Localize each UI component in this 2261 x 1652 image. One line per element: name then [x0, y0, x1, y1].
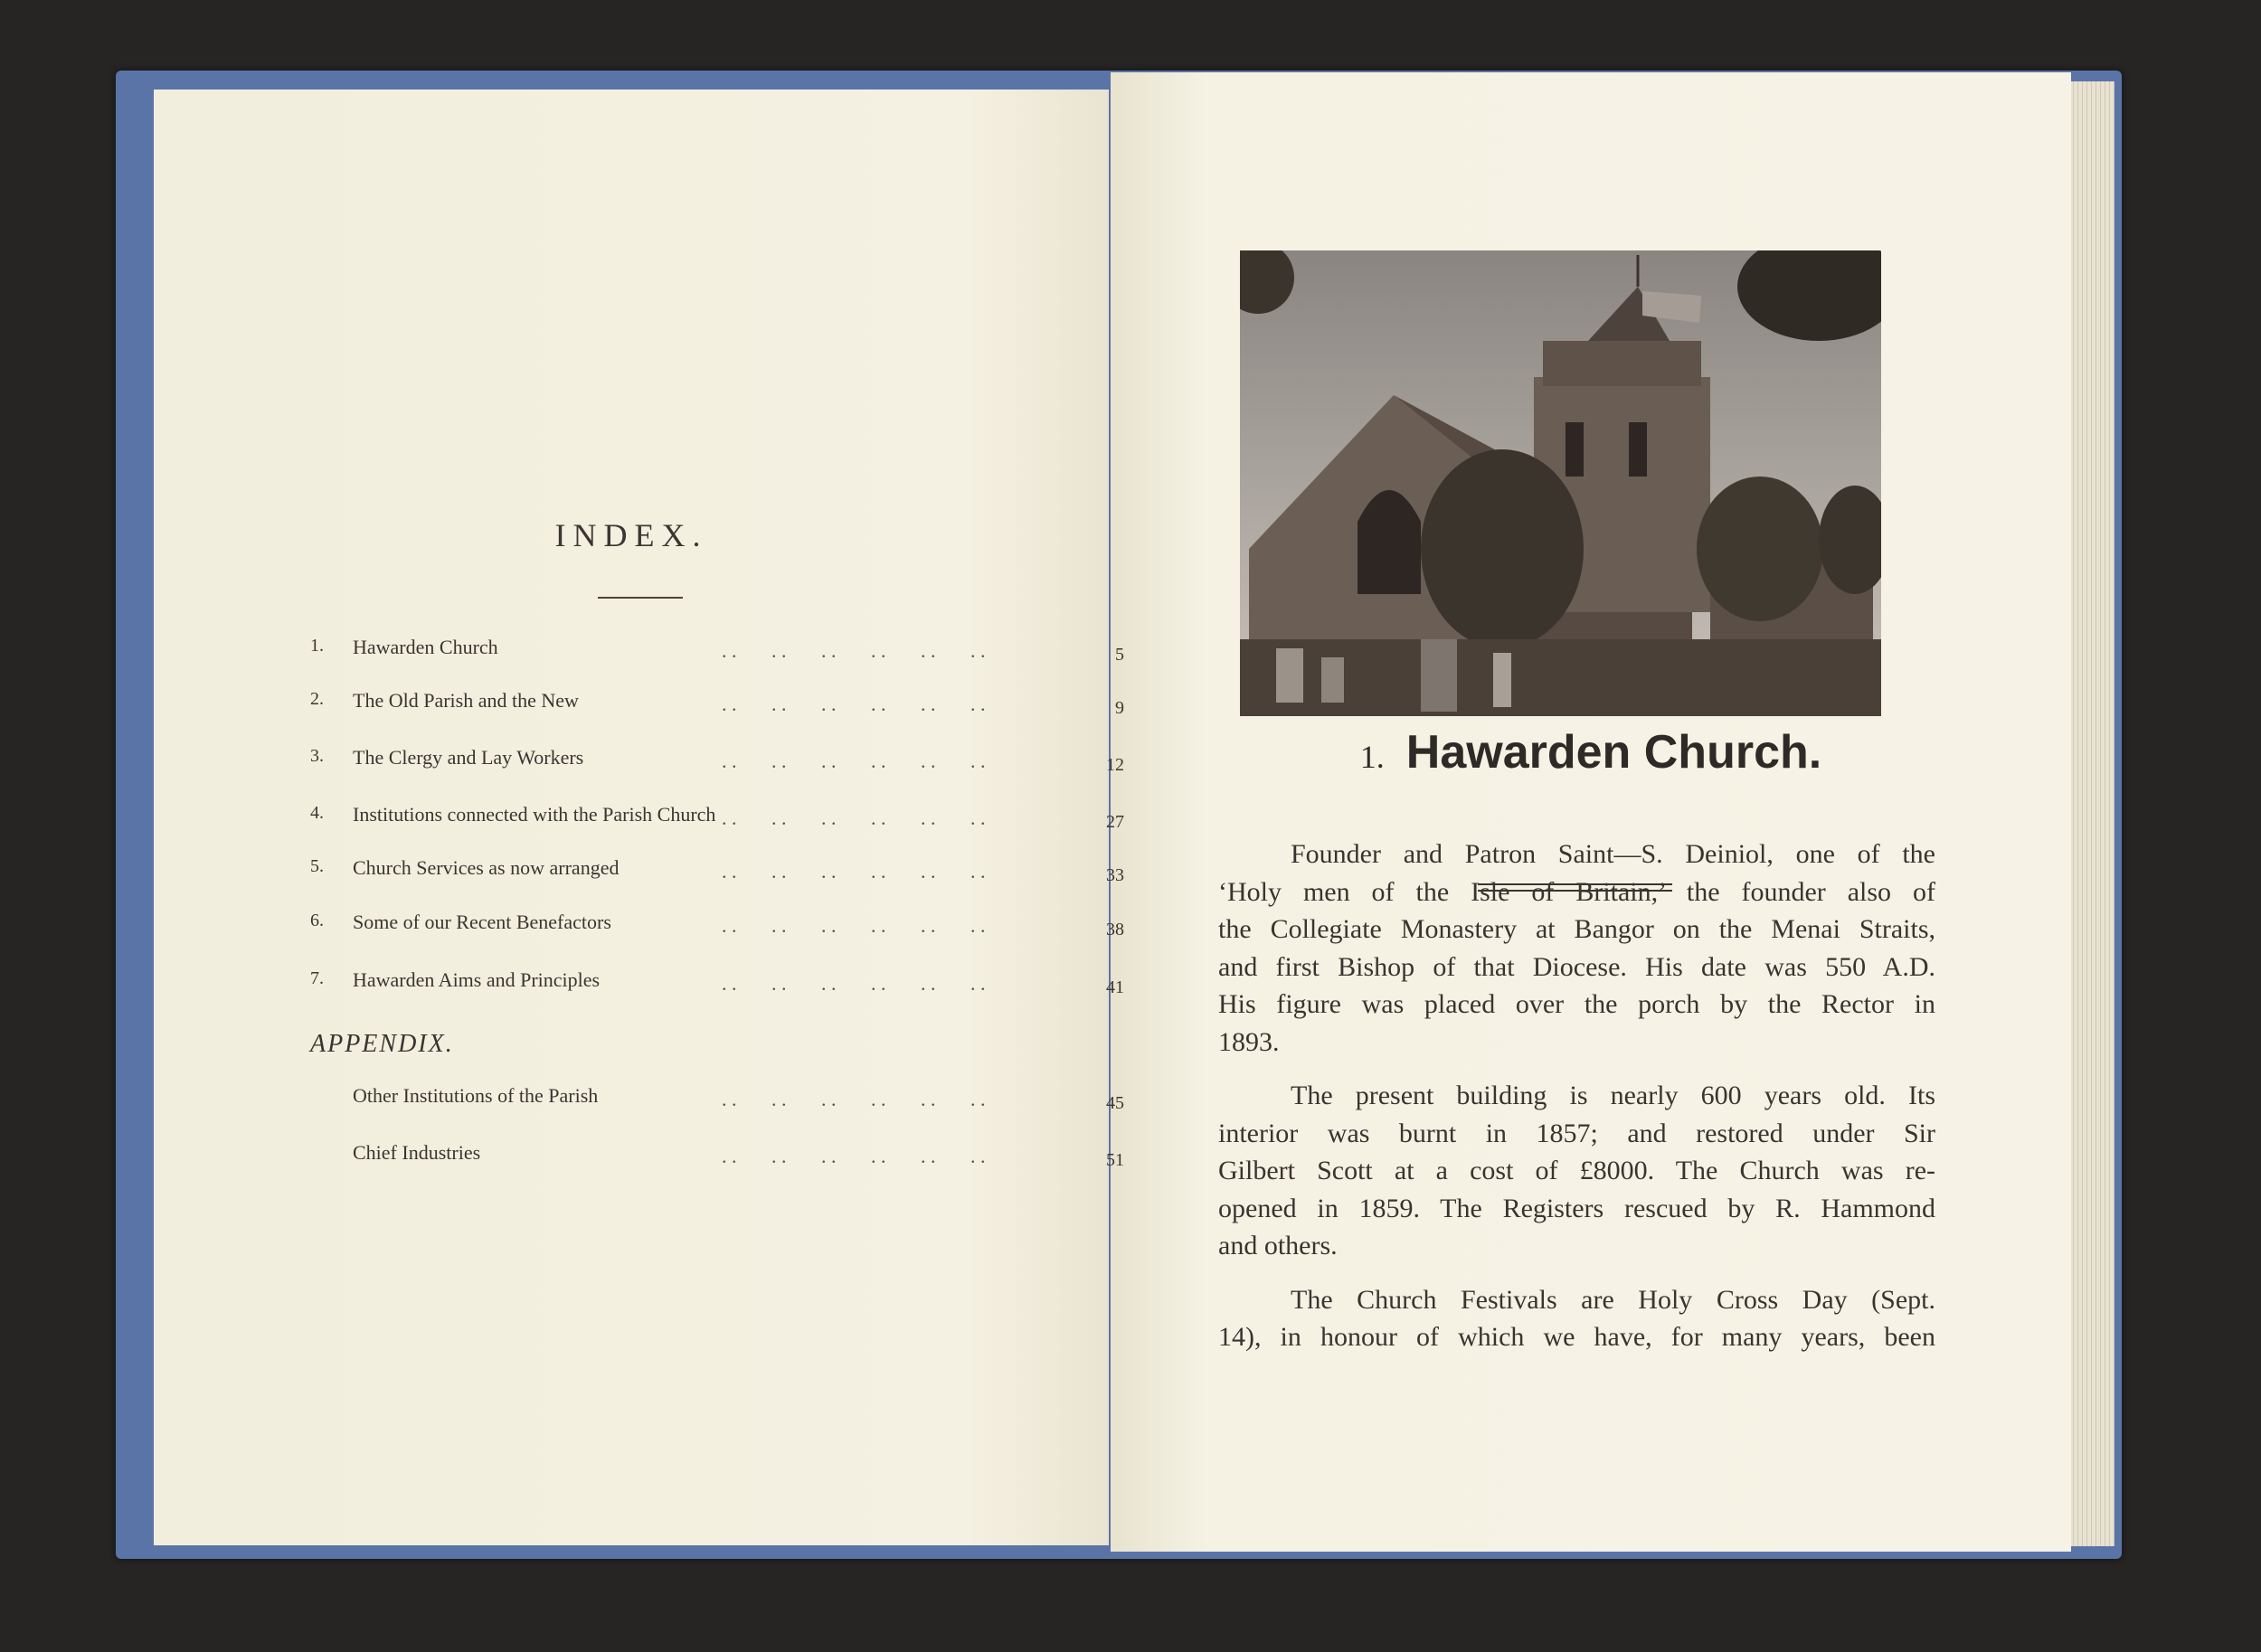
text-line: interior was burnt in 1857; and restored under Sir	[1218, 1118, 1935, 1148]
text-line: The Church Festivals are Holy Cross Day (Sept.	[1291, 1284, 1935, 1315]
appendix-title: APPENDIX.	[310, 1030, 454, 1058]
entry-label: Hawarden Aims and Principles	[353, 968, 601, 991]
index-entry	[310, 968, 1124, 1005]
entry-label: The Clergy and Lay Workers	[353, 746, 584, 769]
index-entry	[310, 636, 1124, 672]
dot-leader: . . . . . . . . . . . .	[722, 860, 986, 883]
text-line: Founder and Patron Saint—S. Deiniol, one of the	[1291, 839, 1935, 869]
dot-leader: . . . . . . . . . . . .	[722, 1088, 986, 1110]
entry-label: Other Institutions of the Parish	[353, 1084, 599, 1107]
text-line: Gilbert Scott at a cost of £8000. The Church was re-	[1218, 1156, 1935, 1185]
text-line: 1893.	[1218, 1026, 1280, 1057]
entry-label: Some of our Recent Benefactors	[353, 911, 611, 933]
chapter-heading	[1111, 725, 2071, 779]
index-entry	[310, 911, 1124, 947]
entry-label: Church Services as now arranged	[353, 856, 620, 879]
church-photograph	[1240, 250, 1881, 716]
dot-leader: . . . . . . . . . . . .	[722, 639, 986, 662]
appendix-entry	[310, 1141, 1124, 1177]
text-line: The present building is nearly 600 years old. Its	[1291, 1081, 1935, 1110]
entry-label: The Old Parish and the New	[353, 689, 579, 712]
entry-number: 7.	[310, 968, 324, 988]
entry-label: Hawarden Church	[353, 636, 498, 658]
page-edges	[2069, 81, 2114, 1546]
entry-page: 41	[1106, 977, 1124, 997]
entry-number: 4.	[310, 803, 324, 823]
text-line: ‘Holy men of the Isle of Britain,’ the founder also of	[1218, 876, 1935, 907]
chapter-page	[1111, 72, 2071, 1552]
chapter-number: 1.	[1359, 739, 1385, 775]
index-entry	[310, 689, 1124, 725]
entry-page: 9	[1115, 698, 1124, 718]
title-rule	[598, 597, 683, 599]
entry-number: 2.	[310, 689, 324, 709]
entry-page: 5	[1115, 645, 1124, 665]
appendix-entry	[310, 1084, 1124, 1120]
entry-label: Institutions connected with the Parish Church	[353, 803, 716, 826]
paragraph	[1218, 1281, 1935, 1356]
entry-number: 1.	[310, 636, 324, 656]
text-line: opened in 1859. The Registers rescued by R. Hammond	[1218, 1193, 1935, 1223]
chapter-body	[1218, 835, 1935, 1373]
dot-leader: . . . . . . . . . . . .	[722, 750, 986, 772]
dot-leader: . . . . . . . . . . . .	[722, 972, 986, 995]
text-line: 14), in honour of which we have, for many years, been	[1218, 1322, 1935, 1352]
dot-leader: . . . . . . . . . . . .	[722, 807, 986, 829]
entry-page: 45	[1106, 1093, 1124, 1113]
index-entry	[310, 803, 1124, 839]
entry-page: 51	[1106, 1150, 1124, 1170]
entry-label: Chief Industries	[353, 1141, 481, 1164]
dot-leader: . . . . . . . . . . . .	[722, 1145, 986, 1167]
index-page	[154, 90, 1124, 1545]
entry-page: 38	[1106, 920, 1124, 939]
text-line: His figure was placed over the porch by the Rector in	[1218, 989, 1935, 1019]
entry-page: 27	[1106, 812, 1124, 832]
text-line: the Collegiate Monastery at Bangor on the Menai Straits,	[1218, 914, 1935, 944]
paragraph	[1218, 835, 1935, 1061]
text-line: and first Bishop of that Diocese. His date was 550 A.D.	[1218, 951, 1935, 982]
text-line: and others.	[1218, 1231, 1338, 1260]
paragraph	[1218, 1077, 1935, 1265]
entry-page: 33	[1106, 865, 1124, 885]
index-entry	[310, 746, 1124, 782]
entry-number: 6.	[310, 911, 324, 930]
index-title: INDEX.	[554, 517, 708, 553]
entry-number: 5.	[310, 856, 324, 876]
index-entry	[310, 856, 1124, 892]
dot-leader: . . . . . . . . . . . .	[722, 693, 986, 715]
entry-page: 12	[1106, 755, 1124, 775]
chapter-title: Hawarden Church.	[1405, 726, 1822, 779]
entry-number: 3.	[310, 746, 324, 766]
dot-leader: . . . . . . . . . . . .	[722, 914, 986, 937]
